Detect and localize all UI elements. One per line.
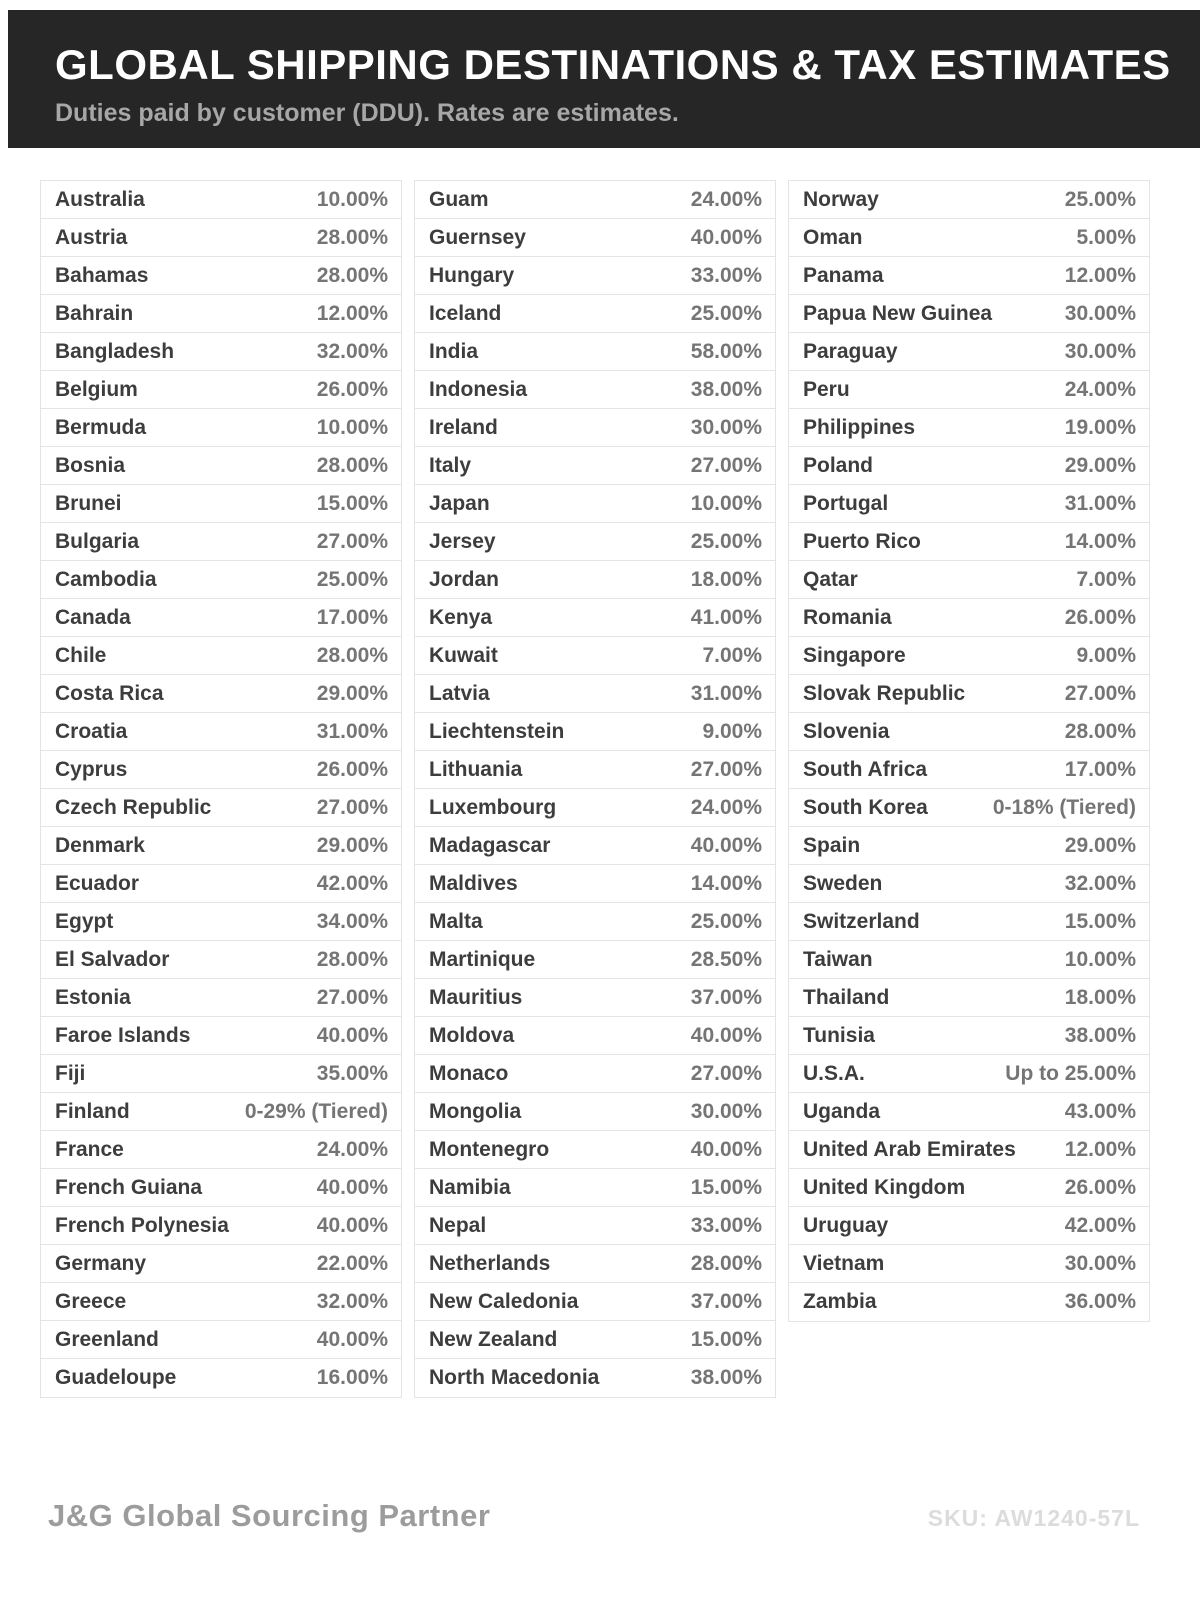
tax-rate: 10.00%	[690, 491, 762, 515]
country-name: Ecuador	[55, 871, 140, 895]
table-row	[41, 409, 401, 447]
table-row	[789, 409, 1149, 447]
tax-rate: 31.00%	[316, 719, 388, 743]
table-row	[415, 1131, 775, 1169]
country-name: Canada	[55, 605, 131, 629]
table-row	[415, 257, 775, 295]
tax-rate: 15.00%	[1064, 909, 1136, 933]
tax-rate: 29.00%	[1064, 453, 1136, 477]
table-row	[41, 333, 401, 371]
table-row	[415, 561, 775, 599]
table-row	[789, 1017, 1149, 1055]
table-row	[789, 637, 1149, 675]
table-row	[789, 827, 1149, 865]
tax-rate: 40.00%	[690, 1023, 762, 1047]
tax-rate: 37.00%	[690, 1289, 762, 1313]
table-row	[789, 751, 1149, 789]
tax-rate: 34.00%	[316, 909, 388, 933]
table-row	[415, 523, 775, 561]
country-name: Tunisia	[803, 1023, 875, 1047]
table-row	[41, 789, 401, 827]
tax-rate: 26.00%	[316, 377, 388, 401]
country-name: Netherlands	[429, 1251, 551, 1275]
country-name: Madagascar	[429, 833, 551, 857]
country-name: Austria	[55, 225, 128, 249]
country-name: United Arab Emirates	[803, 1137, 1016, 1161]
table-row	[789, 1245, 1149, 1283]
tax-rate: 17.00%	[316, 605, 388, 629]
table-row	[789, 941, 1149, 979]
tax-rate: 36.00%	[1064, 1290, 1136, 1313]
country-name: U.S.A.	[803, 1061, 865, 1085]
country-name: Egypt	[55, 909, 114, 933]
tax-rate: 32.00%	[316, 339, 388, 363]
tax-rate: 38.00%	[690, 1366, 762, 1389]
tax-rate: 24.00%	[690, 795, 762, 819]
table-row	[415, 1093, 775, 1131]
country-name: France	[55, 1137, 124, 1161]
country-name: Guadeloupe	[55, 1366, 177, 1389]
country-name: Germany	[55, 1251, 147, 1275]
country-name: Bangladesh	[55, 339, 175, 363]
tax-rate: 12.00%	[1064, 1137, 1136, 1161]
tax-rate: 26.00%	[1064, 1175, 1136, 1199]
country-name: Slovenia	[803, 719, 890, 743]
country-name: Philippines	[803, 415, 916, 439]
tax-rate: 15.00%	[690, 1327, 762, 1351]
table-row	[789, 181, 1149, 219]
table-row	[41, 1093, 401, 1131]
table-row	[41, 713, 401, 751]
tax-rate: 0-18% (Tiered)	[992, 795, 1136, 819]
table-row	[415, 485, 775, 523]
country-name: Iceland	[429, 301, 502, 325]
country-name: Jordan	[429, 567, 500, 591]
table-row	[41, 1321, 401, 1359]
tax-rate: 0-29% (Tiered)	[244, 1099, 388, 1123]
country-name: Peru	[803, 377, 850, 401]
table-row	[415, 447, 775, 485]
country-name: Bahrain	[55, 301, 134, 325]
table-row	[789, 903, 1149, 941]
table-row	[415, 1283, 775, 1321]
tax-rate: Up to 25.00%	[1005, 1061, 1136, 1085]
table-row	[41, 827, 401, 865]
country-name: Uruguay	[803, 1213, 889, 1237]
tax-rate: 28.00%	[316, 263, 388, 287]
country-name: Portugal	[803, 491, 889, 515]
tax-rate: 7.00%	[702, 643, 762, 667]
country-name: Italy	[429, 453, 472, 477]
table-row	[789, 523, 1149, 561]
country-name: Nepal	[429, 1213, 487, 1237]
table-row	[41, 485, 401, 523]
country-name: Lithuania	[429, 757, 523, 781]
table-row	[789, 1093, 1149, 1131]
country-name: Jersey	[429, 529, 496, 553]
table-row	[41, 599, 401, 637]
country-name: Slovak Republic	[803, 681, 966, 705]
table-row	[415, 713, 775, 751]
tax-rate: 32.00%	[1064, 871, 1136, 895]
tax-rate: 40.00%	[690, 1137, 762, 1161]
country-name: Vietnam	[803, 1251, 885, 1275]
tax-rate: 40.00%	[690, 225, 762, 249]
table-row	[789, 979, 1149, 1017]
tax-rate: 42.00%	[316, 871, 388, 895]
table-row	[415, 219, 775, 257]
table-row	[415, 1207, 775, 1245]
country-name: Croatia	[55, 719, 128, 743]
table-row	[789, 485, 1149, 523]
tax-rate: 35.00%	[316, 1061, 388, 1085]
table-row	[415, 789, 775, 827]
table-row	[415, 409, 775, 447]
tax-rate: 28.00%	[316, 643, 388, 667]
country-name: Hungary	[429, 263, 515, 287]
tax-rate: 30.00%	[1064, 339, 1136, 363]
tax-rate: 9.00%	[702, 719, 762, 743]
table-row	[41, 637, 401, 675]
table-row	[415, 1321, 775, 1359]
tax-rate: 9.00%	[1076, 643, 1136, 667]
country-name: Norway	[803, 187, 879, 211]
country-name: South Africa	[803, 757, 928, 781]
table-row	[41, 447, 401, 485]
tax-rate: 25.00%	[316, 567, 388, 591]
country-name: Uganda	[803, 1099, 881, 1123]
tax-rate: 28.00%	[316, 947, 388, 971]
tax-rate: 16.00%	[316, 1366, 388, 1389]
tax-rate: 28.00%	[1064, 719, 1136, 743]
page-title: GLOBAL SHIPPING DESTINATIONS & TAX ESTIMATES	[55, 41, 1171, 88]
tax-column	[414, 180, 776, 1398]
country-name: Sweden	[803, 871, 883, 895]
country-name: South Korea	[803, 795, 928, 819]
table-row	[789, 333, 1149, 371]
country-name: Brunei	[55, 491, 122, 515]
page-subtitle: Duties paid by customer (DDU). Rates are estimates.	[55, 99, 679, 127]
tax-rate: 15.00%	[690, 1175, 762, 1199]
country-name: Taiwan	[803, 947, 873, 971]
table-row	[789, 371, 1149, 409]
country-name: Namibia	[429, 1175, 511, 1199]
table-row	[41, 523, 401, 561]
country-name: Monaco	[429, 1061, 509, 1085]
table-row	[415, 1055, 775, 1093]
country-name: Switzerland	[803, 909, 920, 933]
table-row	[789, 1055, 1149, 1093]
tax-rate: 18.00%	[690, 567, 762, 591]
table-row	[415, 903, 775, 941]
tax-rate: 14.00%	[1064, 529, 1136, 553]
country-name: Bahamas	[55, 263, 149, 287]
country-name: New Zealand	[429, 1327, 558, 1351]
table-row	[789, 675, 1149, 713]
tax-rate: 33.00%	[690, 263, 762, 287]
country-name: Cyprus	[55, 757, 128, 781]
table-row	[41, 1283, 401, 1321]
tax-rate: 30.00%	[1064, 1251, 1136, 1275]
country-name: Latvia	[429, 681, 490, 705]
country-name: Belgium	[55, 377, 138, 401]
table-row	[415, 1359, 775, 1397]
tax-rate: 25.00%	[690, 909, 762, 933]
country-name: Qatar	[803, 567, 858, 591]
page-header	[8, 10, 1200, 148]
table-row	[41, 371, 401, 409]
tax-rate: 26.00%	[1064, 605, 1136, 629]
table-row	[415, 1245, 775, 1283]
tax-rate: 40.00%	[316, 1327, 388, 1351]
tax-rate: 32.00%	[316, 1289, 388, 1313]
table-row	[41, 1055, 401, 1093]
tax-rate: 27.00%	[1064, 681, 1136, 705]
tax-rate: 28.50%	[690, 947, 762, 971]
tax-rate: 10.00%	[316, 187, 388, 211]
country-name: Australia	[55, 187, 145, 211]
table-row	[415, 181, 775, 219]
tax-rate: 27.00%	[690, 453, 762, 477]
country-name: Liechtenstein	[429, 719, 565, 743]
tax-rate: 29.00%	[316, 833, 388, 857]
tax-rate: 24.00%	[690, 187, 762, 211]
table-row	[415, 295, 775, 333]
table-row	[789, 295, 1149, 333]
table-row	[789, 1207, 1149, 1245]
country-name: Panama	[803, 263, 884, 287]
tax-rate: 40.00%	[316, 1023, 388, 1047]
tax-rate: 42.00%	[1064, 1213, 1136, 1237]
country-name: North Macedonia	[429, 1366, 600, 1389]
table-row	[41, 941, 401, 979]
tax-rate: 10.00%	[316, 415, 388, 439]
table-row	[789, 713, 1149, 751]
tax-rate: 7.00%	[1076, 567, 1136, 591]
tax-rate: 12.00%	[316, 301, 388, 325]
country-name: Kuwait	[429, 643, 498, 667]
tax-rate: 14.00%	[690, 871, 762, 895]
tax-rate: 24.00%	[316, 1137, 388, 1161]
country-name: Costa Rica	[55, 681, 164, 705]
tax-rate: 12.00%	[1064, 263, 1136, 287]
country-name: Estonia	[55, 985, 131, 1009]
table-row	[415, 1017, 775, 1055]
tax-rate: 28.00%	[690, 1251, 762, 1275]
country-name: French Guiana	[55, 1175, 203, 1199]
country-name: New Caledonia	[429, 1289, 579, 1313]
page-footer	[48, 1498, 1140, 1534]
country-name: Bosnia	[55, 453, 126, 477]
table-row	[789, 1169, 1149, 1207]
country-name: Zambia	[803, 1290, 877, 1313]
table-row	[415, 827, 775, 865]
tax-column	[788, 180, 1150, 1322]
tax-rate: 27.00%	[316, 795, 388, 819]
tax-rate: 25.00%	[690, 529, 762, 553]
tax-rate: 26.00%	[316, 757, 388, 781]
country-name: Mauritius	[429, 985, 523, 1009]
tax-rate: 5.00%	[1076, 225, 1136, 249]
table-row	[41, 865, 401, 903]
country-name: Moldova	[429, 1023, 515, 1047]
table-row	[41, 1245, 401, 1283]
country-name: Romania	[803, 605, 892, 629]
country-name: Czech Republic	[55, 795, 212, 819]
table-row	[789, 561, 1149, 599]
tax-rate: 40.00%	[690, 833, 762, 857]
table-row	[41, 219, 401, 257]
country-name: Chile	[55, 643, 107, 667]
table-row	[41, 1131, 401, 1169]
table-row	[415, 751, 775, 789]
table-row	[789, 1131, 1149, 1169]
country-name: Bermuda	[55, 415, 147, 439]
table-row	[415, 333, 775, 371]
country-name: India	[429, 339, 479, 363]
tax-table	[40, 180, 1150, 1398]
country-name: Denmark	[55, 833, 145, 857]
country-name: Faroe Islands	[55, 1023, 191, 1047]
country-name: Japan	[429, 491, 490, 515]
table-row	[789, 865, 1149, 903]
tax-rate: 28.00%	[316, 453, 388, 477]
tax-rate: 31.00%	[1064, 491, 1136, 515]
table-row	[415, 865, 775, 903]
table-row	[415, 599, 775, 637]
tax-rate: 29.00%	[316, 681, 388, 705]
tax-rate: 40.00%	[316, 1175, 388, 1199]
table-row	[789, 599, 1149, 637]
tax-rate: 15.00%	[316, 491, 388, 515]
tax-rate: 31.00%	[690, 681, 762, 705]
country-name: Malta	[429, 909, 483, 933]
table-row	[41, 181, 401, 219]
tax-rate: 38.00%	[1064, 1023, 1136, 1047]
country-name: Fiji	[55, 1061, 86, 1085]
table-row	[415, 979, 775, 1017]
tax-rate: 41.00%	[690, 605, 762, 629]
table-row	[41, 675, 401, 713]
tax-column	[40, 180, 402, 1398]
country-name: United Kingdom	[803, 1175, 966, 1199]
tax-rate: 28.00%	[316, 225, 388, 249]
table-row	[41, 1359, 401, 1397]
table-row	[41, 1169, 401, 1207]
tax-rate: 58.00%	[690, 339, 762, 363]
country-name: Martinique	[429, 947, 536, 971]
table-row	[41, 295, 401, 333]
country-name: Puerto Rico	[803, 529, 921, 553]
table-row	[789, 1283, 1149, 1321]
table-row	[41, 257, 401, 295]
tax-rate: 25.00%	[690, 301, 762, 325]
country-name: Oman	[803, 225, 863, 249]
country-name: Poland	[803, 453, 874, 477]
tax-rate: 25.00%	[1064, 187, 1136, 211]
country-name: Kenya	[429, 605, 493, 629]
country-name: Cambodia	[55, 567, 157, 591]
table-row	[41, 903, 401, 941]
tax-rate: 40.00%	[316, 1213, 388, 1237]
country-name: Luxembourg	[429, 795, 557, 819]
tax-rate: 27.00%	[316, 985, 388, 1009]
tax-rate: 10.00%	[1064, 947, 1136, 971]
tax-rate: 18.00%	[1064, 985, 1136, 1009]
tax-rate: 17.00%	[1064, 757, 1136, 781]
table-row	[789, 447, 1149, 485]
brand-name: J&G Global Sourcing Partner	[48, 1498, 491, 1533]
country-name: Paraguay	[803, 339, 898, 363]
table-row	[415, 637, 775, 675]
country-name: Bulgaria	[55, 529, 140, 553]
table-row	[415, 1169, 775, 1207]
country-name: Guernsey	[429, 225, 526, 249]
country-name: Singapore	[803, 643, 906, 667]
tax-rate: 27.00%	[690, 1061, 762, 1085]
country-name: Papua New Guinea	[803, 301, 993, 325]
country-name: Ireland	[429, 415, 498, 439]
table-row	[41, 1017, 401, 1055]
tax-rate: 30.00%	[1064, 301, 1136, 325]
country-name: Maldives	[429, 871, 518, 895]
table-row	[41, 751, 401, 789]
country-name: French Polynesia	[55, 1213, 229, 1237]
country-name: Thailand	[803, 985, 890, 1009]
tax-rate: 37.00%	[690, 985, 762, 1009]
table-row	[789, 219, 1149, 257]
country-name: Finland	[55, 1099, 130, 1123]
table-row	[41, 1207, 401, 1245]
table-row	[415, 371, 775, 409]
tax-rate: 24.00%	[1064, 377, 1136, 401]
sku-label: SKU: AW1240-57L	[927, 1505, 1140, 1531]
table-row	[41, 979, 401, 1017]
table-row	[789, 789, 1149, 827]
tax-rate: 22.00%	[316, 1251, 388, 1275]
tax-rate: 43.00%	[1064, 1099, 1136, 1123]
tax-rate: 29.00%	[1064, 833, 1136, 857]
country-name: Greenland	[55, 1327, 159, 1351]
tax-rate: 30.00%	[690, 415, 762, 439]
table-row	[415, 675, 775, 713]
tax-rate: 27.00%	[316, 529, 388, 553]
tax-rate: 38.00%	[690, 377, 762, 401]
table-row	[41, 561, 401, 599]
country-name: Montenegro	[429, 1137, 550, 1161]
tax-rate: 27.00%	[690, 757, 762, 781]
tax-rate: 30.00%	[690, 1099, 762, 1123]
country-name: Mongolia	[429, 1099, 522, 1123]
country-name: El Salvador	[55, 947, 170, 971]
table-row	[415, 941, 775, 979]
country-name: Greece	[55, 1289, 127, 1313]
tax-rate: 19.00%	[1064, 415, 1136, 439]
tax-rate: 33.00%	[690, 1213, 762, 1237]
country-name: Guam	[429, 187, 489, 211]
table-row	[789, 257, 1149, 295]
country-name: Spain	[803, 833, 861, 857]
country-name: Indonesia	[429, 377, 528, 401]
